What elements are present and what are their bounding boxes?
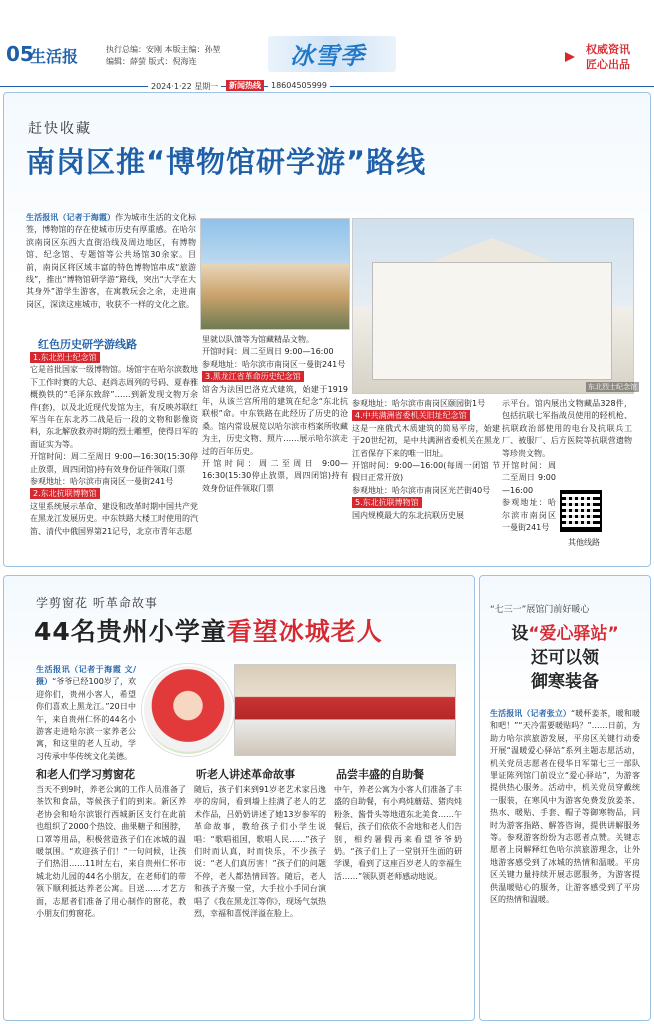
- route-tag-5: 5.东北抗联博物馆: [352, 497, 422, 508]
- arrow-right-icon: [565, 52, 575, 62]
- designer: 版式：倪海连: [148, 57, 197, 66]
- article-1-col-1: [30, 352, 198, 538]
- article-2-subhead-1: 和老人们学习剪窗花: [36, 768, 135, 781]
- article-2-col-3: 中午，养老公寓为小客人们准备了丰盛的自助餐，有小鸡炖蘑菇、猪肉炖粉条、酱骨头等地道东北美食……午餐后，孩子们依依不舍地和老人们告别，相约暑假再来看望爷爷奶奶。“孩子们上了一堂别开生面的研学课，看到了这座百岁老人的幸福生活……”领队贾老师感动地说。: [334, 785, 462, 881]
- article-2-lead-text: “爷爷已经100岁了，欢迎你们，贵州小客人，希望你们喜欢上黑龙江。”20日中午，来自贵州仁怀的44名小游客走进哈尔滨一家养老公寓，和这里的老人互动，学习传承中华传统文化美德。: [36, 677, 136, 761]
- paragraph: 这里系统展示革命、建设和改革时期中国共产党在黑龙江发展历史。中东铁路大楼工时使用的汽笛、清代中俄国界第21记号，北京市青年志愿: [30, 501, 198, 536]
- child-portrait-photo: [142, 664, 234, 756]
- hotline-number: 18604505999: [268, 81, 330, 90]
- paragraph: 里就以队馈等为馆藏精品文物。: [202, 335, 314, 344]
- headline-highlight: “爱心驿站”: [528, 624, 619, 644]
- article-1-col-2: [202, 334, 348, 495]
- photo-caption: 东北烈士纪念馆: [588, 383, 637, 391]
- paragraph: 开馆时间：周二至周日 9:00—16:30(15:30停止放票，周四闭馆)持有效身份证件领取门票: [30, 452, 198, 474]
- article-1-source: 生活报讯（记者于海霞）: [26, 213, 116, 222]
- paragraph: 馆舍为法国巴洛克式建筑，始建于1919年，从该兰宫所用的建筑在纪念“东北抗联根”命。中东铁路在此经历了历史的沧桑。馆内常设展览以哈尔滨市档案所收藏为主，历史文物、照片……展示哈尔滨走过的百年历史。: [202, 384, 348, 456]
- article-3-headline: [488, 622, 642, 694]
- paragraph: 参观地址：哈尔滨市南岗区一曼街241号: [30, 477, 174, 487]
- route-tag-1: 1.东北烈士纪念馆: [30, 352, 100, 363]
- article-1-kicker: 赶快收藏: [28, 121, 92, 137]
- route-tag-2: 2.东北抗联博物馆: [30, 488, 100, 499]
- qr-caption: 其他线路: [568, 538, 600, 547]
- page-header: [0, 0, 654, 92]
- editor: 编辑：薛萤: [106, 57, 146, 66]
- paragraph: 参观地址：哈尔滨市南岗区颐园街1号: [352, 399, 486, 408]
- section-title: 冰雪季: [290, 42, 365, 70]
- slogan: [586, 42, 630, 72]
- route-tag-3: 3.黑龙江省革命历史纪念馆: [202, 371, 304, 382]
- headline-part: 设: [511, 624, 529, 644]
- page-number: 05: [6, 42, 34, 66]
- article-1-col-3: [352, 398, 500, 522]
- headline-part: 44名贵州小学童: [34, 617, 227, 646]
- paragraph: 参观地址：哈尔滨市南岗区一曼街241号: [202, 359, 346, 369]
- paragraph: 参观地址：哈尔滨市南岗区光芒街40号: [352, 485, 491, 495]
- paragraph: 示平台。馆内展出文物藏品328件，包括抗联七军指战员使用的轻机枪、抗联政治部使用的电台及抗联兵工厂、被服厂、后方医院等抗联营遗物等珍贵文物。: [502, 399, 632, 458]
- museum-photo-1: [200, 218, 350, 330]
- paragraph: 开馆时间：9:00—16:00(每周一闭馆 节假日正常开放): [352, 461, 500, 483]
- paragraph: 开馆时间：周二至周日 9:00—16:00: [502, 461, 556, 495]
- headline-highlight: 看望冰城老人: [226, 617, 383, 646]
- headline-part: 御寒装备: [531, 672, 599, 692]
- issue-date: 2024·1·22 星期一: [148, 81, 221, 92]
- article-2-kicker: 学剪窗花 听革命故事: [36, 596, 158, 610]
- hotline-label: 新闻热线: [226, 80, 264, 91]
- article-2-col-1: 当天不到9时，养老公寓的工作人员准备了茶饮和食品，等候孩子们的到来。新区养老协会和哈尔滨银行西城新区支行在此前也组织了2000个热饺、曲果糖子和围脖，口罩等用品，积极营造孩子们在冰城的温暖氛围。“欢迎孩子们！”一句问候，让孩子们热泪……11时左右，来自贵州仁怀市城北幼儿园的44名小朋友，在老师们的带领下顺利抵达养老公寓。目送……才艺方面，志愿者们准备了用心制作的窗花，教小朋友们剪窗花。: [36, 785, 186, 919]
- article-2-source: 生活报讯（记者于海霞 文/摄）: [36, 665, 136, 687]
- slogan-line-1: 权威资讯: [586, 43, 630, 56]
- article-1-headline: 南岗区推“博物馆研学游”路线: [26, 145, 427, 179]
- group-photo: [234, 664, 456, 756]
- article-2-subhead-3: 品尝丰盛的自助餐: [336, 768, 424, 781]
- paper-name: 生活报: [30, 47, 79, 66]
- article-1-lead: [26, 212, 196, 311]
- article-2-lead: [36, 664, 136, 763]
- article-3-body-text: “暖杯姜茶，暖和暖和吧！”“天冷需要暖贴吗？”……日前，为助力哈尔滨旅游发展，平房区关键行动委开展“温暖爱心驿站”系列主题志愿活动，机关党员志愿者在侵华日军第七三一部队罪证陈列馆门前设立“爱心驿站”，为游客提供热心服务。活动中，机关党员穿戴统一服装，在寒风中为游客免费发放姜茶、热水、暖贴、手套、帽子等御寒物品，同时为游客指路、解答咨询，提供讲解服务等。参观游客纷纷为志愿者点赞。关键志愿者上岗解释红色哈尔滨旅游理念，让外地游客感受到了冰城的热情和温暖。平房区关键力量持续开展志愿服务，为游客提供温暖贴心的服务，让游客感受到了平房区的热情和温暖。: [490, 709, 640, 905]
- article-3-kicker: “七三一”展馆门前好暖心: [490, 605, 590, 615]
- chief-editor: 执行总编：安刚: [106, 45, 162, 54]
- article-2-subhead-2: 听老人讲述革命故事: [196, 768, 295, 781]
- qr-code-icon[interactable]: [560, 490, 602, 532]
- article-3-body: [490, 708, 640, 907]
- article-1-subhead: 红色历史研学游线路: [38, 338, 137, 351]
- paragraph: 开馆时间：周二至周日 9:00—16:30(15:30停止放票，周四闭馆)持有效身份证件领取门票: [202, 459, 348, 493]
- route-tag-4: 4.中共满洲省委机关旧址纪念馆: [352, 410, 470, 421]
- article-2-col-2: 随后，孩子们来到91岁老艺术家吕逸亭的房间，看到墙上挂满了老人的艺术作品，吕奶奶讲述了她13岁参军的革命故事，教给孩子们小学生说唱：“歌唱祖国，歌唱人民……”孩子们时而认真，时而快乐，不少孩子说：“老人们真厉害！”孩子们的问题不停，老人都热情回答。随后，老人和孩子齐聚一堂，大手拉小手同台演唱了《我在黑龙江等你》，现场气氛热烈，幸福和喜悦洋溢在脸上。: [194, 785, 326, 919]
- article-1-lead-text: 作为城市生活的文化标签，博物馆的存在使城市历史有厚重感。在哈尔滨南岗区东西大直街沿线及周边地区，有博物馆、纪念馆、专题馆等公共场馆30余家。目前，南岗区将区域丰富的特色博物馆串成“旅游线”，推出“博物馆研学游”路线，突出“大学在大其身外”游学生游客，在寓教玩会之余，走进南岗区，深读这座城市，收获不一样的文化之旅。: [26, 213, 197, 309]
- article-2-headline: [34, 612, 383, 648]
- editor-info: [106, 44, 221, 68]
- headline-part: 还可以领: [531, 648, 599, 668]
- paragraph: 国内规模最大的东北抗联历史展: [352, 510, 464, 520]
- slogan-line-2: 匠心出品: [586, 58, 630, 71]
- paragraph: 这是一座俄式木质建筑的简易平房，始建于20世纪初，是中共满洲省委机关在黑龙江省保存下来的唯一旧址。: [352, 423, 500, 458]
- section-editor: 本版主编：孙堃: [164, 45, 221, 54]
- building-facade: [372, 262, 612, 380]
- paragraph: 它是首批国家一级博物馆。场馆宇在哈尔滨数地下工作时赛的大总、赵尚志周列的号码、夏春雅概换铁的“毛泽东致辞”……到新发现文物万余件(套)，以及北近现代发馆为主，有反映苏联红军当年在东北苏二战是后一段的文物和影像资料，东北解放救亦时期的烈士雕塑，使得日军的面证实为等。: [30, 365, 198, 449]
- article-3-source: 生活报讯（记者张立）: [490, 709, 572, 718]
- paragraph: 参观地址：哈尔滨市南岗区一曼街241号: [502, 498, 556, 533]
- date-row: [0, 80, 654, 92]
- paragraph: 开馆时间：周二至周日 9:00—16:00: [202, 347, 334, 357]
